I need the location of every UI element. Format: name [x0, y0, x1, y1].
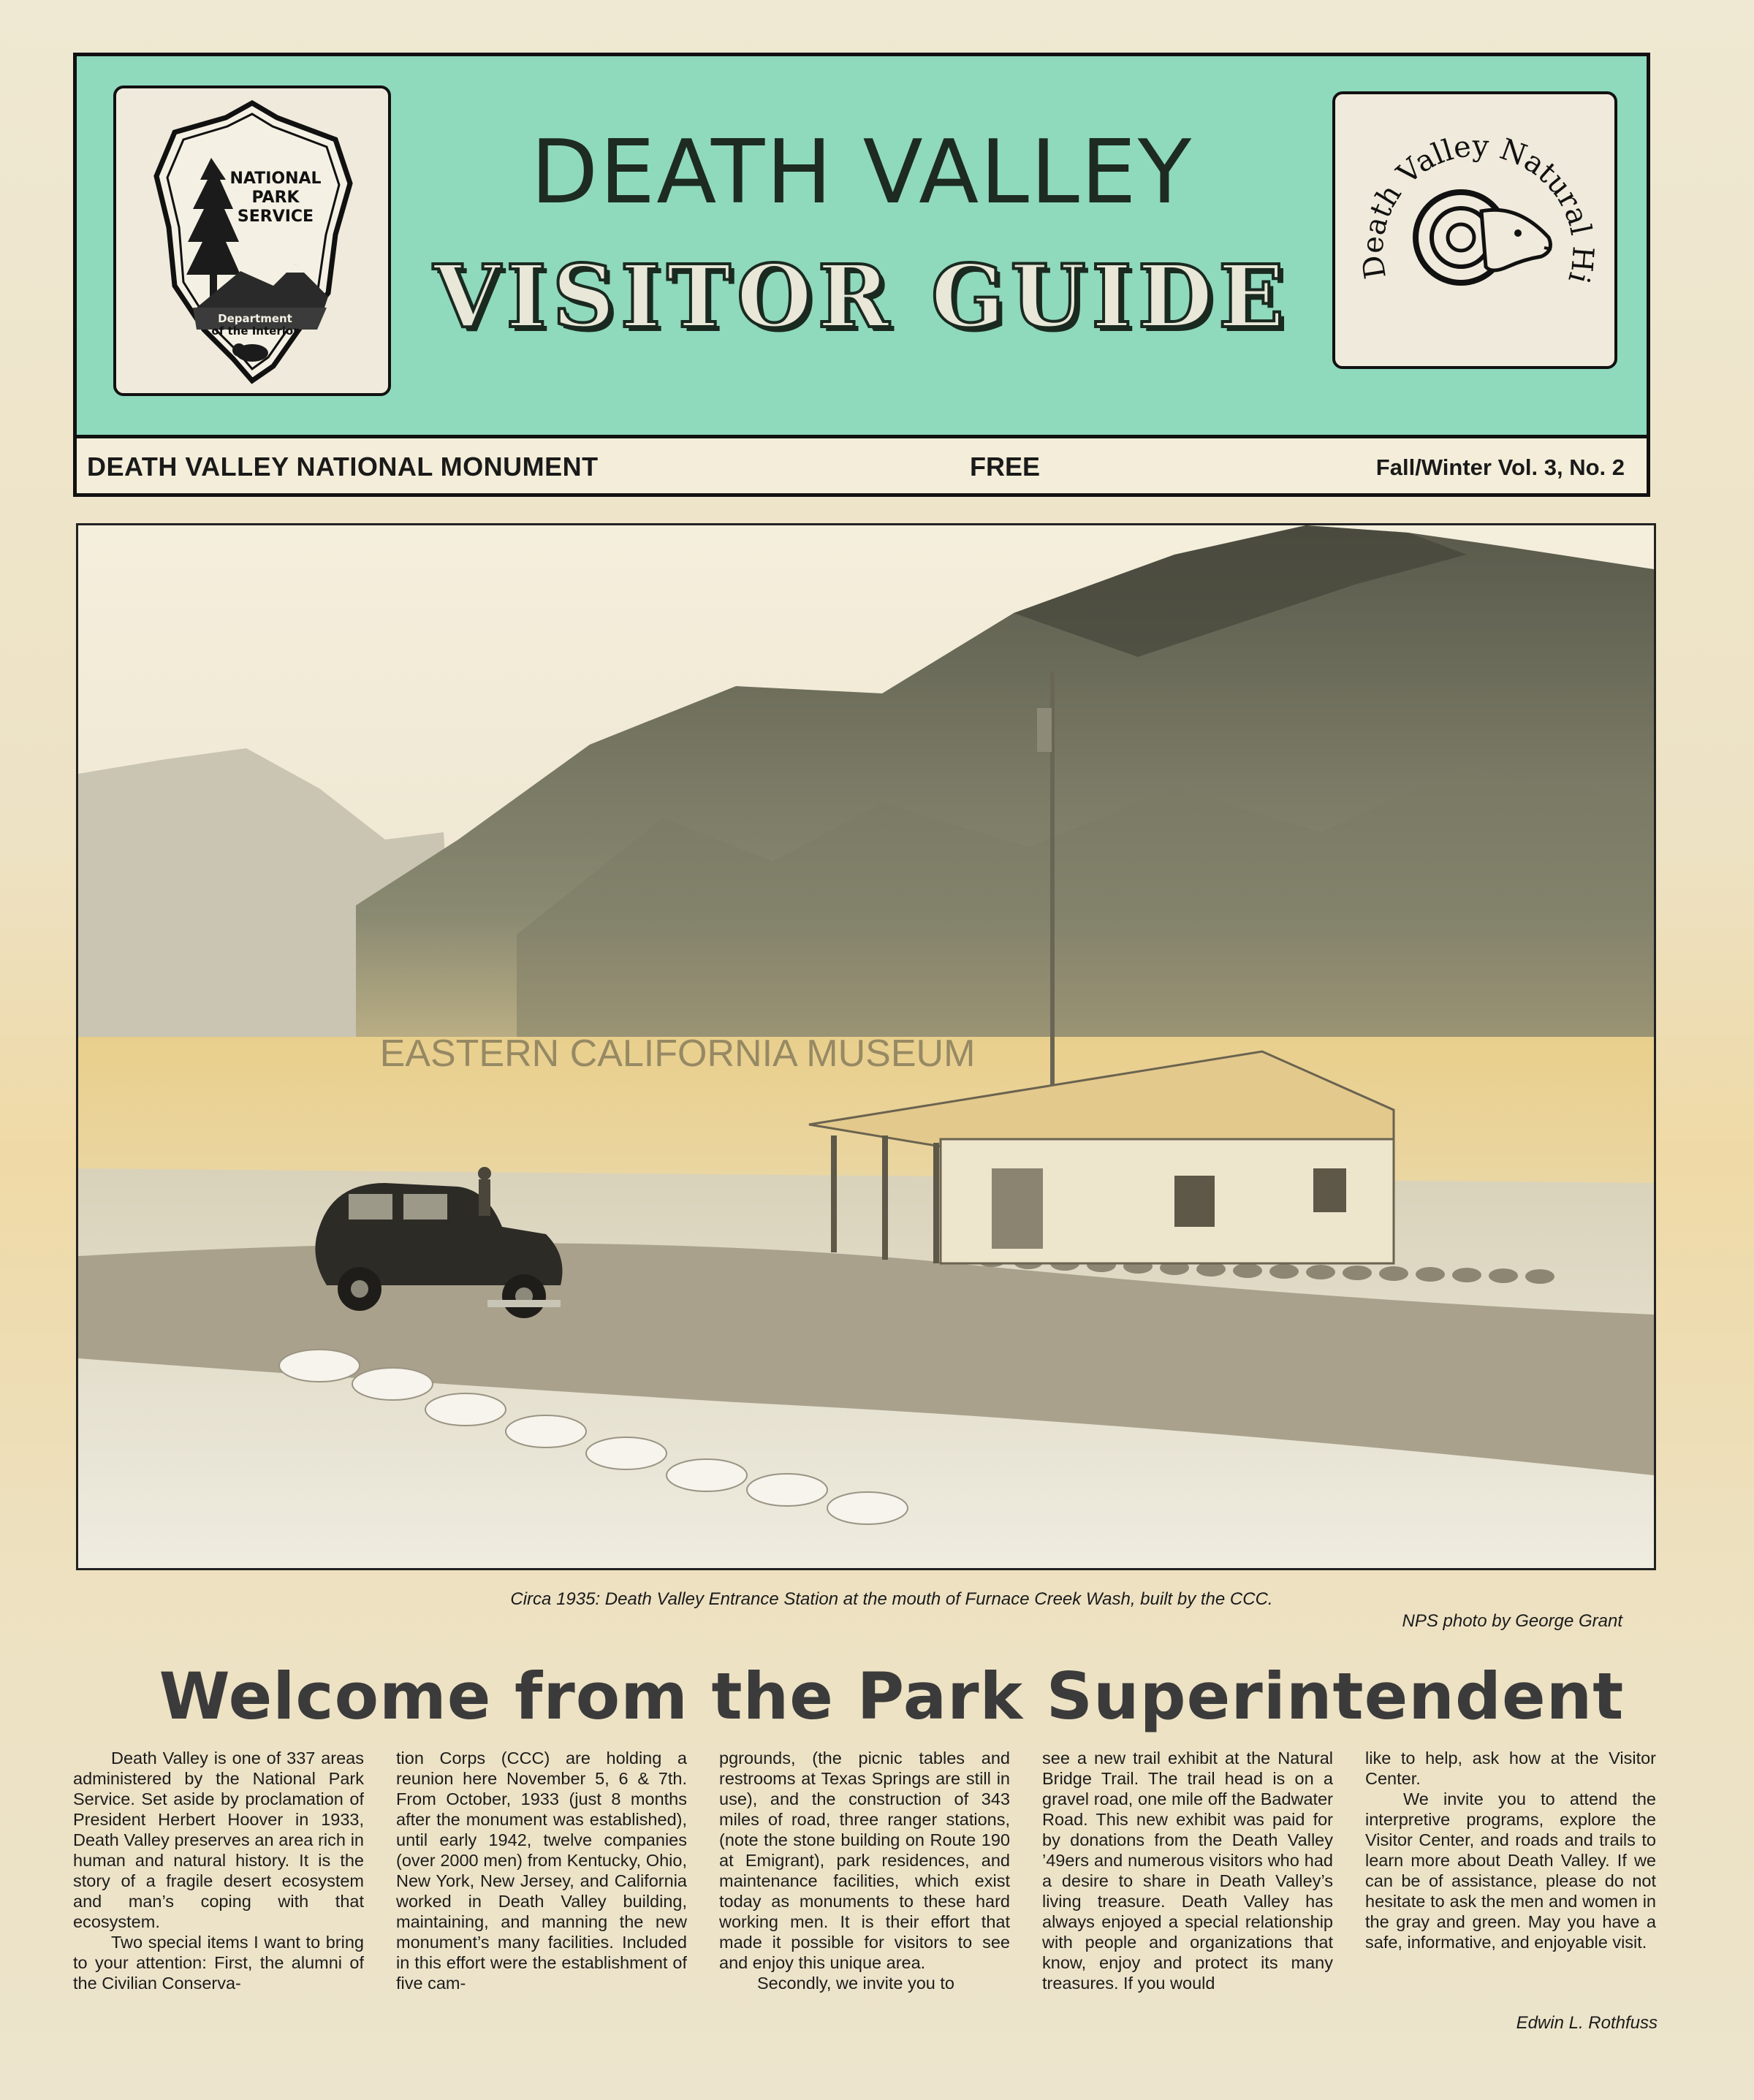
article-headline: Welcome from the Park Superintendent	[159, 1659, 1625, 1734]
masthead-title: DEATH VALLEY	[530, 122, 1193, 224]
dvnha-logo-box	[1332, 91, 1617, 369]
paragraph: see a new trail exhibit at the Natural Bridge Trail. The trail head is on a gravel road, one mile off the Badwater Road. This new exhibit was paid for by donations from the Death Valley ’49ers and numerous visitors who had a desire to share in Death Valley’s living treasure. Death Valley has always enjoyed a special relationship with people and organizations that know, enjoy and protect its many treasures. If you would	[1042, 1749, 1333, 1993]
paragraph: pgrounds, (the picnic tables and restrooms at Texas Springs are still in use), and the construction of 343 miles of road, three ranger stations, (note the stone building on Route 190 at Emigrant), park residences, and maintenance facilities, which exist today as monuments to these hard working men. It is their effort that made it possible for visitors to see and enjoy this unique area.	[719, 1749, 1010, 1972]
article-column-1	[73, 1748, 364, 2047]
dvnha-bighorn-icon	[1335, 94, 1614, 366]
article-column-4	[1042, 1748, 1333, 2047]
nps-logo-line-2: PARK	[251, 189, 300, 207]
nps-logo-line-3: SERVICE	[237, 208, 314, 226]
photo-caption: Circa 1935: Death Valley Entrance Station at the mouth of Furnace Creek Wash, built by the CCC.	[510, 1589, 1273, 1609]
article-column-3	[719, 1748, 1010, 2047]
nps-logo-line-1: NATIONAL	[229, 170, 322, 188]
paragraph: Two special items I want to bring to your attention: First, the alumni of the Civilian Conserva-	[73, 1933, 364, 1993]
dvnha-ring-text: Death Valley Natural Hi	[1356, 129, 1600, 287]
issue-label: Fall/Winter Vol. 3, No. 2	[1375, 454, 1625, 480]
paragraph: We invite you to attend the interpretive programs, explore the Visitor Center, and roads and trails to learn more about Death Valley. If we can be of assistance, please do not hesitate to ask the men and women in the gray and green. May you have a safe, informative, and enjoyable visit.	[1365, 1789, 1656, 1952]
masthead-info-bar	[77, 438, 1647, 493]
monument-name: DEATH VALLEY NATIONAL MONUMENT	[87, 452, 599, 482]
masthead-subtitle: VISITOR GUIDE	[433, 246, 1291, 347]
entrance-station-photo	[76, 523, 1656, 1570]
svg-text:EASTERN CALIFORNIA MUSEUM: EASTERN CALIFORNIA MUSEUM	[379, 1032, 976, 1075]
price-label: FREE	[970, 452, 1041, 482]
photo-illustration	[78, 525, 1654, 1568]
masthead-banner	[77, 56, 1647, 438]
paragraph: like to help, ask how at the Visitor Center.	[1365, 1749, 1656, 1788]
masthead	[73, 53, 1650, 497]
photo-credit: NPS photo by George Grant	[1402, 1611, 1622, 1631]
paragraph: Death Valley is one of 337 areas administered by the National Park Service. Set aside by proclamation of President Herbert Hoover in 1933, Death Valley preserves an area rich in human and natural history. It is the story of a fragile desert ecosystem and man’s coping with that ecosystem.	[73, 1749, 364, 1931]
paragraph: Secondly, we invite you to	[757, 1974, 954, 1993]
article-columns	[73, 1748, 1659, 2047]
article-column-5	[1365, 1748, 1656, 2047]
author-signature: Edwin L. Rothfuss	[1516, 2013, 1658, 2033]
nps-logo-dept: Department	[218, 312, 292, 325]
nps-logo-interior: of the Interior	[211, 324, 299, 338]
article-column-2	[396, 1748, 687, 2047]
paragraph: tion Corps (CCC) are holding a reunion here November 5, 6 & 7th. From October, 1933 (just 8 months after the monument was established), until early 1942, twelve companies (over 2000 men) from Kentucky, Ohio, New York, New Jersey, and California worked in Death Valley building, maintaining, and manning the new monument’s many facilities. Included in this effort were the establishment of five cam-	[396, 1749, 687, 1993]
